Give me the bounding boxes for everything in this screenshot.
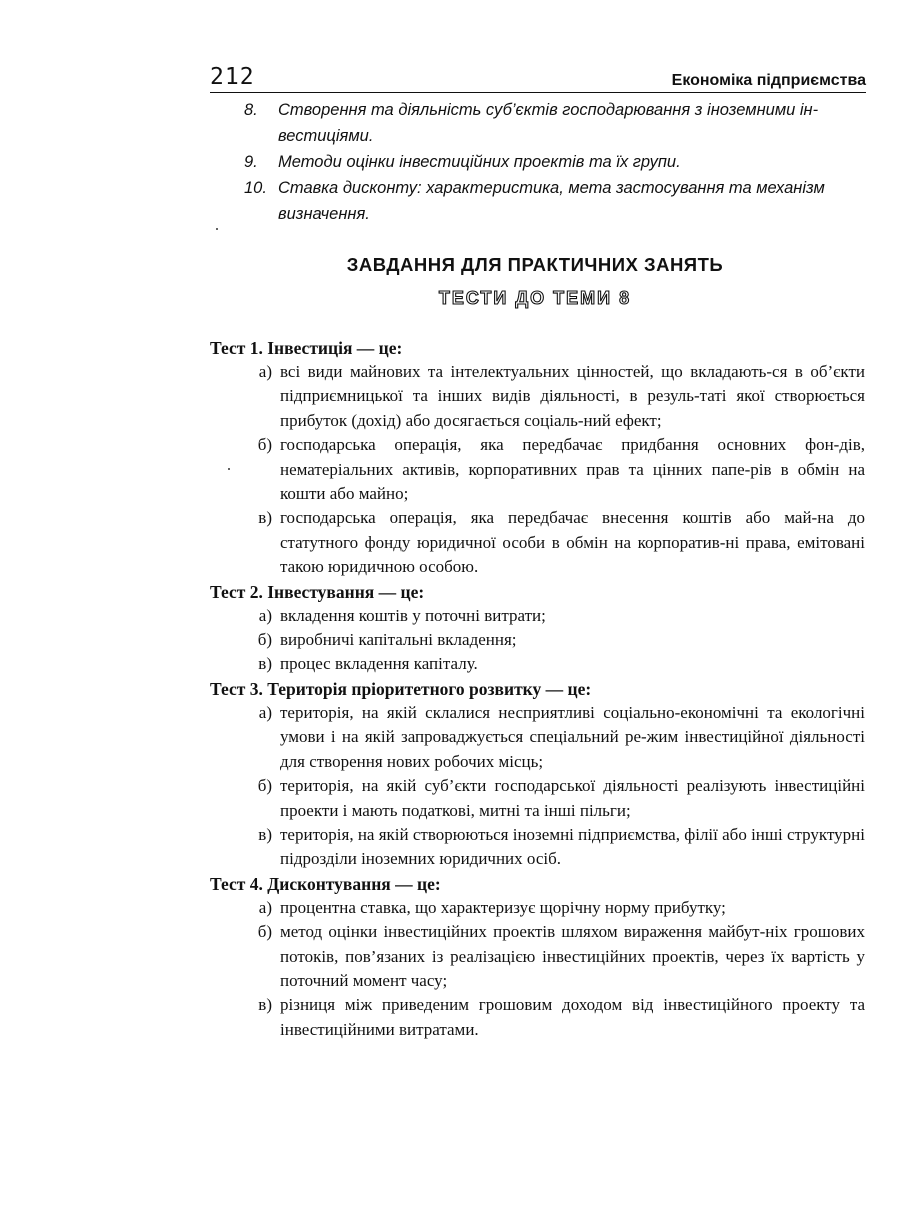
option-letter: а) — [258, 897, 272, 917]
test-title: Тест 4. Дисконтування — це: — [210, 873, 441, 894]
test-block — [210, 872, 865, 1042]
answer-option — [210, 920, 865, 993]
option-letter: а) — [258, 605, 272, 625]
option-text: територія, на якій суб’єкти господарської діяльності реалізують інвестиційні проекти і мають податкові, митні та інші пільги; — [280, 776, 865, 820]
test-block — [210, 336, 865, 580]
option-letter: в) — [258, 995, 272, 1015]
test-title: Тест 3. Територія пріоритетного розвитку — це: — [210, 678, 592, 699]
page-header — [210, 60, 866, 93]
option-letter: в) — [258, 654, 272, 674]
scan-speck — [216, 228, 218, 230]
option-letter: а) — [258, 702, 272, 722]
option-letter: в) — [258, 824, 272, 844]
answer-option — [210, 652, 865, 676]
test-title: Тест 2. Інвестування — це: — [210, 581, 425, 602]
option-text: господарська операція, яка передбачає придбання основних фон-дів, нематеріальних активів, корпоративних прав та цінних папе-рів в обмін на кошти або майно; — [280, 435, 865, 504]
option-text: всі види майнових та інтелектуальних цінностей, що вкладають-ся в об’єкти підприємницької та інших видів діяльності, в резуль-таті якої створюється прибуток (дохід) або досягається соціаль-ний ефект; — [280, 362, 865, 430]
test-block — [210, 677, 865, 872]
answer-option — [210, 433, 865, 506]
option-text: вкладення коштів у поточні витрати; — [280, 605, 546, 625]
answer-option — [210, 774, 865, 823]
question-item — [244, 149, 869, 175]
review-questions-list — [244, 97, 869, 227]
option-letter: б) — [257, 630, 272, 650]
section-title: ЗАВДАННЯ ДЛЯ ПРАКТИЧНИХ ЗАНЯТЬ — [346, 254, 724, 275]
option-letter: в) — [258, 508, 272, 528]
option-text: територія, на якій створюються іноземні підприємства, філії або інші структурні підрозділи іноземних юридичних осіб. — [280, 824, 865, 869]
option-letter: б) — [257, 435, 272, 455]
option-text: різниця між приведеним грошовим доходом від інвестиційного проекту та інвестиційними витратами. — [280, 995, 865, 1039]
answer-option — [210, 896, 865, 920]
option-letter: б) — [257, 776, 272, 796]
question-item — [244, 175, 869, 227]
question-text: Створення та діяльність суб’єктів господарювання з іноземними ін-вестиціями. — [278, 101, 819, 145]
subsection-title: ТЕСТИ ДО ТЕМИ 8 — [438, 288, 632, 308]
question-number: 8. — [244, 101, 258, 119]
option-letter: а) — [258, 362, 272, 381]
option-text: процес вкладення капіталу. — [280, 654, 478, 674]
tests-list — [210, 336, 865, 1042]
option-text: територія, на якій склалися несприятливі соціально-економічні та екологічні умови і на якій запроваджується спеціальний ре-жим інвестиційної діяльності для створення нових робочих місць; — [280, 702, 865, 771]
answer-option — [210, 993, 865, 1042]
question-number: 9. — [244, 153, 258, 171]
question-text: Ставка дисконту: характеристика, мета застосування та механізм визначення. — [278, 179, 825, 223]
test-block — [210, 580, 865, 677]
answer-option — [210, 604, 865, 628]
option-text: виробничі капітальні вкладення; — [280, 630, 517, 650]
answer-option — [210, 360, 865, 433]
answer-option — [210, 628, 865, 652]
answer-option — [210, 823, 865, 872]
option-text: процентна ставка, що характеризує щорічну норму прибутку; — [280, 897, 726, 917]
option-text: метод оцінки інвестиційних проектів шляхом вираження майбут-ніх грошових потоків, пов’язаних із реалізацією інвестиційних проектів, через їх вартість у поточний момент часу; — [280, 922, 865, 990]
question-number: 10. — [244, 179, 267, 197]
running-title: Економіка підприємства — [671, 72, 866, 89]
option-text: господарська операція, яка передбачає внесення коштів або май-на до статутного фонду юридичної особи в обмін на корпоратив-ні права, емітовані такою юридичною особою. — [280, 508, 865, 577]
test-title: Тест 1. Інвестиція — це: — [210, 338, 403, 358]
answer-option — [210, 701, 865, 774]
option-letter: б) — [257, 922, 272, 942]
question-text: Методи оцінки інвестиційних проектів та їх групи. — [278, 153, 681, 171]
question-item — [244, 97, 869, 149]
page-number: 212 — [210, 64, 255, 90]
answer-option — [210, 506, 865, 579]
